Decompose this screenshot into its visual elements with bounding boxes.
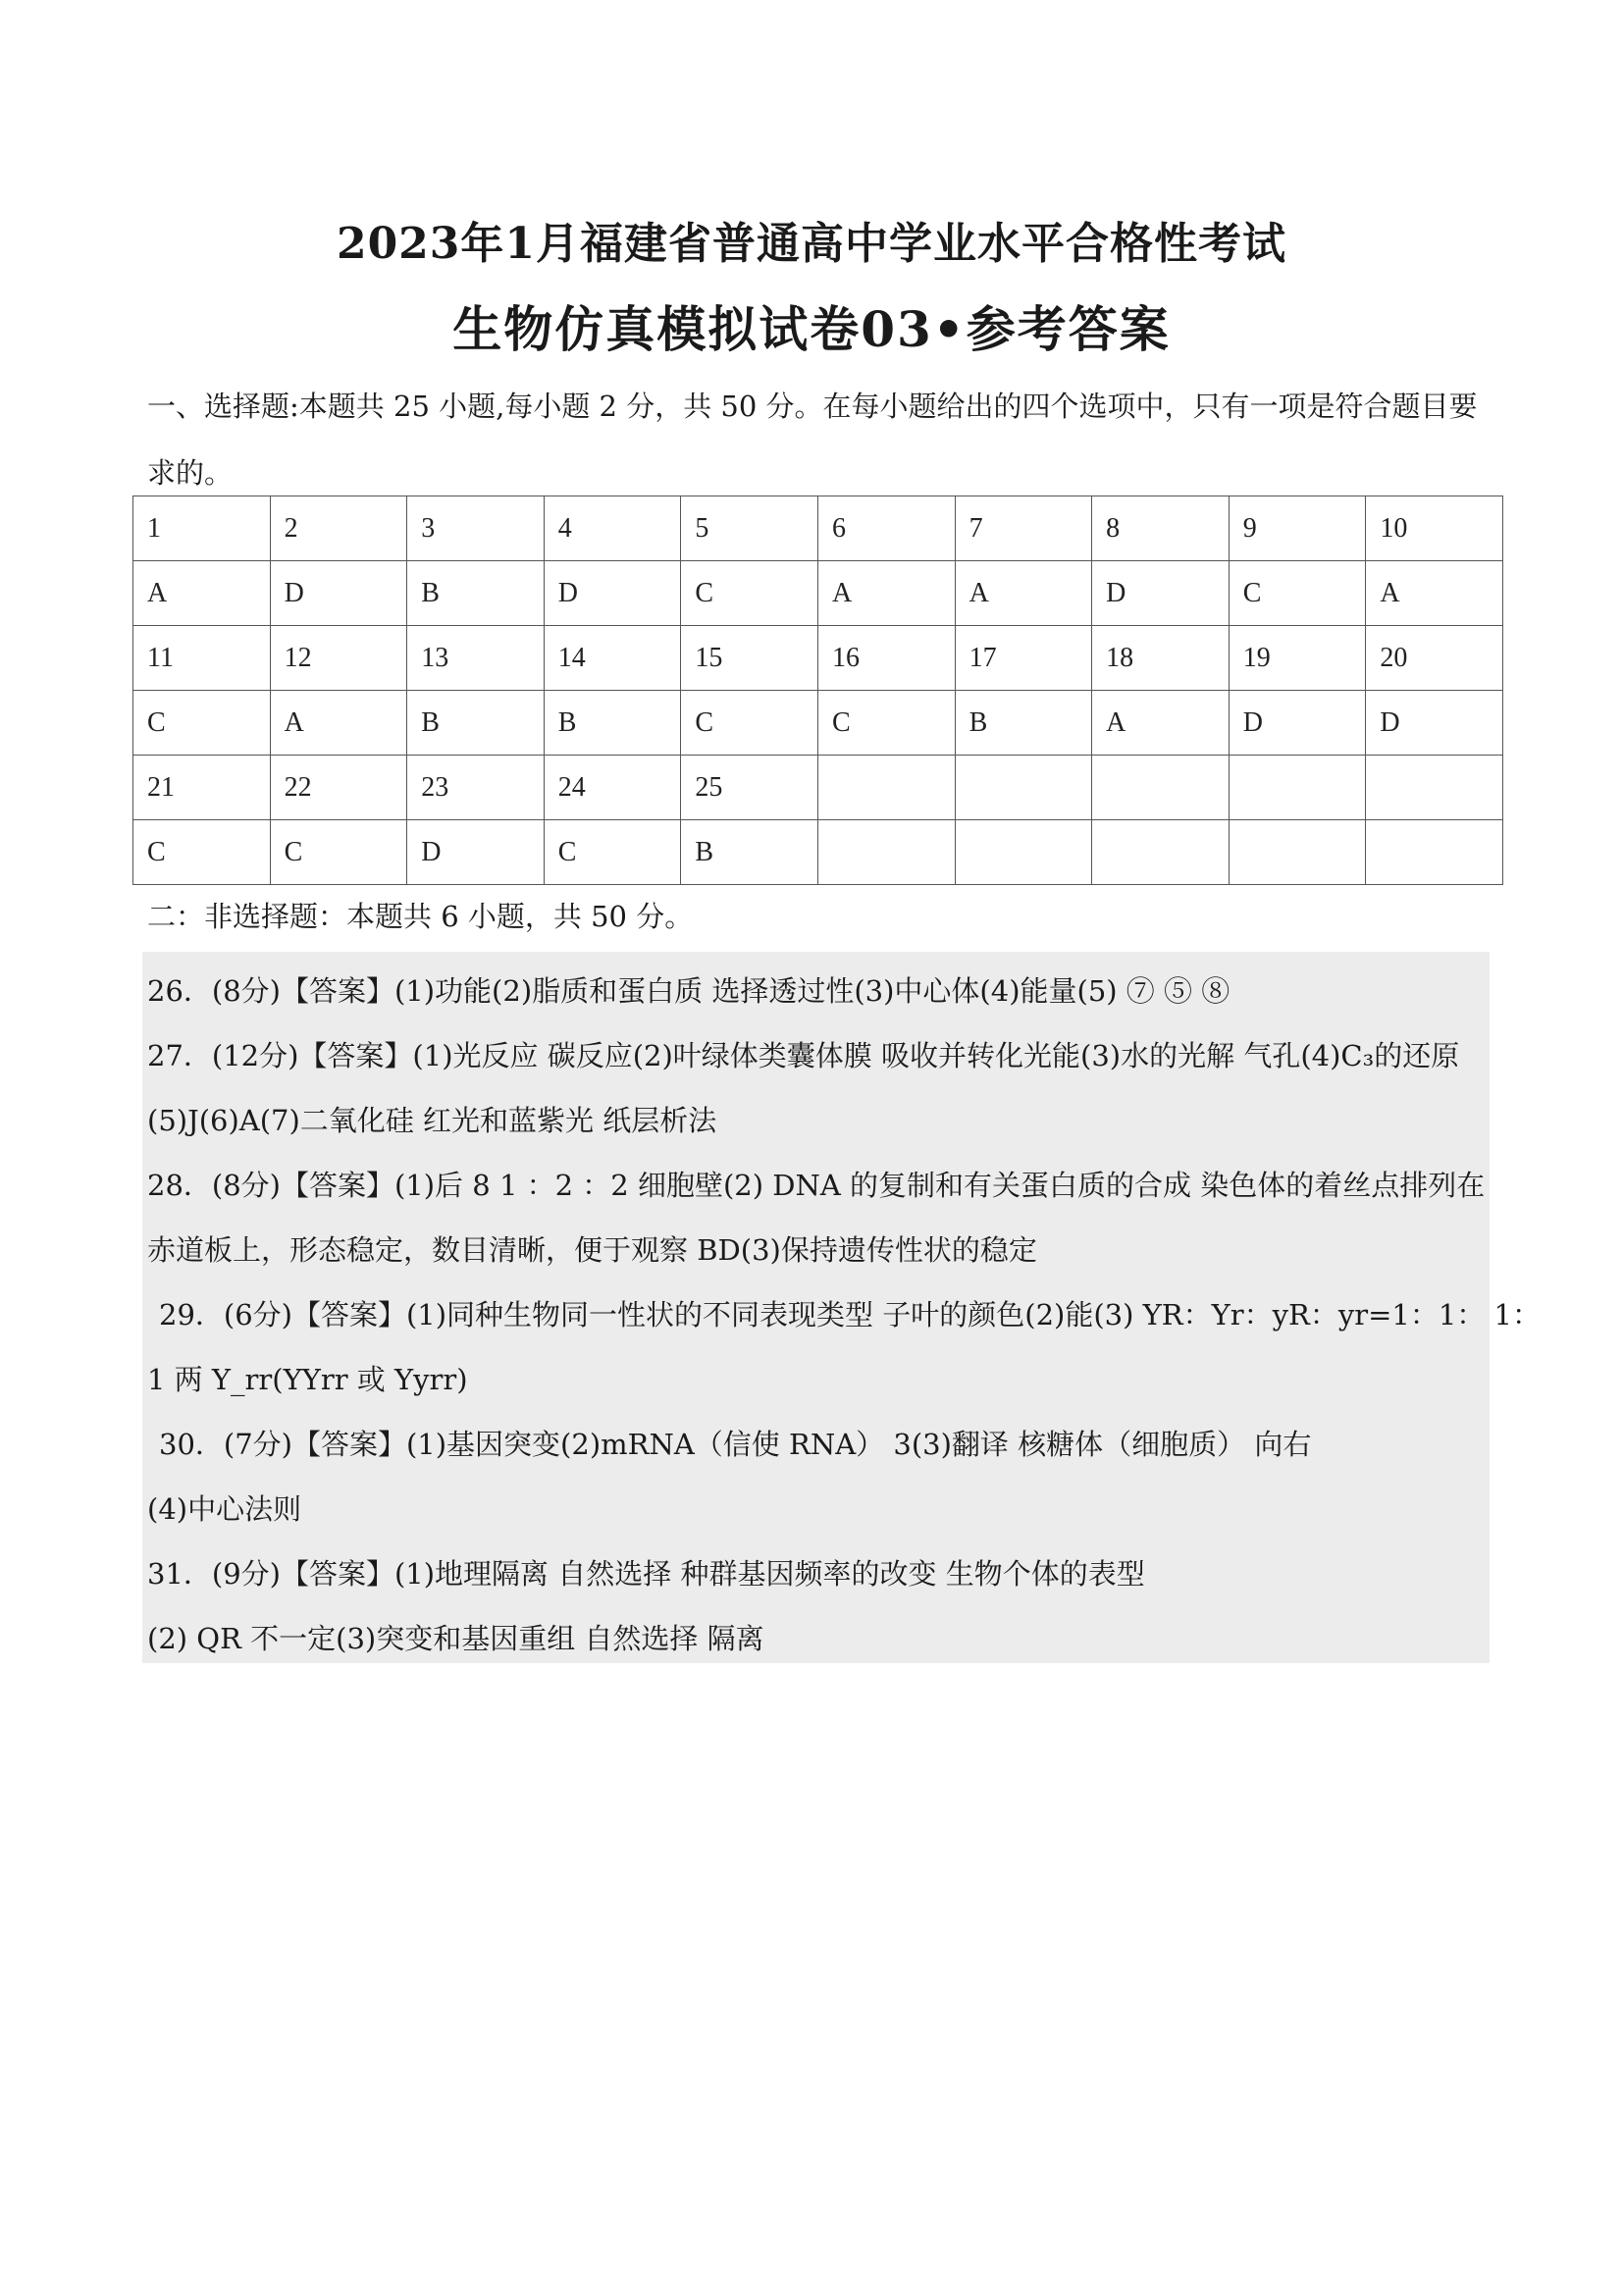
table-row-question-numbers [133, 626, 1503, 691]
table-cell: C [1229, 561, 1366, 626]
table-row-question-numbers [133, 496, 1503, 561]
answer-line-27: 27．(12分)【答案】(1)光反应 碳反应(2)叶绿体类囊体膜 吸收并转化光能(3)水的光解 气孔(4)C₃的还原 [147, 1039, 1460, 1072]
answer-line-28-cont: 赤道板上，形态稳定，数目清晰，便于观察 BD(3)保持遗传性状的稳定 [147, 1233, 1037, 1267]
table-cell [955, 820, 1092, 885]
table-cell: C [133, 820, 271, 885]
table-cell [1229, 756, 1366, 820]
answer-line-28: 28．(8分)【答案】(1)后 8 1 ：2 ：2 细胞壁(2) DNA 的复制和有关蛋白质的合成 染色体的着丝点排列在 [147, 1169, 1486, 1202]
table-cell: A [955, 561, 1092, 626]
table-cell: A [133, 561, 271, 626]
table-cell: 21 [133, 756, 271, 820]
table-cell: 3 [407, 496, 545, 561]
table-cell [1366, 756, 1503, 820]
table-cell: A [1366, 561, 1503, 626]
table-cell: 12 [270, 626, 407, 691]
table-cell: 20 [1366, 626, 1503, 691]
table-cell [1229, 820, 1366, 885]
table-cell: 24 [544, 756, 681, 820]
table-cell: A [817, 561, 955, 626]
table-cell [1366, 820, 1503, 885]
table-cell: 5 [681, 496, 818, 561]
table-cell: C [270, 820, 407, 885]
table-cell: 4 [544, 496, 681, 561]
table-cell: B [681, 820, 818, 885]
section1-heading: 一、选择题:本题共 25 小题,每小题 2 分，共 50 分。在每小题给出的四个选项中，只有一项是符合题目要求的。 [147, 390, 1478, 490]
table-row-answers [133, 561, 1503, 626]
table-cell: C [544, 820, 681, 885]
answer-line-27-cont: (5)J(6)A(7)二氧化硅 红光和蓝紫光 纸层析法 [147, 1104, 717, 1137]
table-cell: 15 [681, 626, 818, 691]
answer-line-31: 31．(9分)【答案】(1)地理隔离 自然选择 种群基因频率的改变 生物个体的表型 [147, 1557, 1145, 1591]
table-cell: C [133, 691, 271, 756]
answer-line-30: 30．(7分)【答案】(1)基因突变(2)mRNA（信使 RNA） 3(3)翻译 核糖体（细胞质） 向右 [159, 1428, 1312, 1461]
table-cell: C [681, 691, 818, 756]
table-cell: D [1092, 561, 1230, 626]
table-cell: 19 [1229, 626, 1366, 691]
table-cell: 16 [817, 626, 955, 691]
table-cell: C [817, 691, 955, 756]
table-cell: 8 [1092, 496, 1230, 561]
table-cell: 2 [270, 496, 407, 561]
table-cell: D [544, 561, 681, 626]
table-cell: 23 [407, 756, 545, 820]
answer-line-29-cont: 1 两 Y_rr(YYrr 或 Yyrr) [147, 1363, 468, 1396]
table-cell: B [544, 691, 681, 756]
table-cell: B [955, 691, 1092, 756]
table-cell: 7 [955, 496, 1092, 561]
table-cell [1092, 756, 1230, 820]
table-cell: 10 [1366, 496, 1503, 561]
answer-line-30-cont: (4)中心法则 [147, 1492, 302, 1526]
table-cell: 14 [544, 626, 681, 691]
table-cell: B [407, 691, 545, 756]
section2-heading: 二：非选择题：本题共 6 小题，共 50 分。 [147, 900, 694, 933]
table-row-question-numbers [133, 756, 1503, 820]
table-cell: C [681, 561, 818, 626]
title-line-2: 生物仿真模拟试卷03•参考答案 [452, 300, 1171, 358]
table-cell: 1 [133, 496, 271, 561]
table-cell: 22 [270, 756, 407, 820]
table-row-answers [133, 691, 1503, 756]
table-cell: D [1229, 691, 1366, 756]
answer-line-26: 26．(8分)【答案】(1)功能(2)脂质和蛋白质 选择透过性(3)中心体(4)能量(5) ⑦ ⑤ ⑧ [147, 974, 1230, 1008]
table-cell: 6 [817, 496, 955, 561]
table-cell: 17 [955, 626, 1092, 691]
table-cell [955, 756, 1092, 820]
table-cell: D [270, 561, 407, 626]
table-row-answers [133, 820, 1503, 885]
table-cell: 18 [1092, 626, 1230, 691]
answer-table [132, 496, 1503, 885]
table-cell: 25 [681, 756, 818, 820]
answer-line-31-cont: (2) QR 不一定(3)突变和基因重组 自然选择 隔离 [147, 1622, 764, 1655]
table-cell: 9 [1229, 496, 1366, 561]
table-cell: 11 [133, 626, 271, 691]
title-line-1: 2023年1月福建省普通高中学业水平合格性考试 [336, 219, 1287, 269]
table-cell: A [1092, 691, 1230, 756]
table-cell: D [1366, 691, 1503, 756]
table-cell [817, 756, 955, 820]
table-cell [817, 820, 955, 885]
table-cell: B [407, 561, 545, 626]
table-cell: 13 [407, 626, 545, 691]
table-cell: D [407, 820, 545, 885]
table-cell: A [270, 691, 407, 756]
table-cell [1092, 820, 1230, 885]
answer-line-29: 29．(6分)【答案】(1)同种生物同一性状的不同表现类型 子叶的颜色(2)能(3) YR：Yr：yR：yr=1：1： 1： [159, 1298, 1541, 1331]
